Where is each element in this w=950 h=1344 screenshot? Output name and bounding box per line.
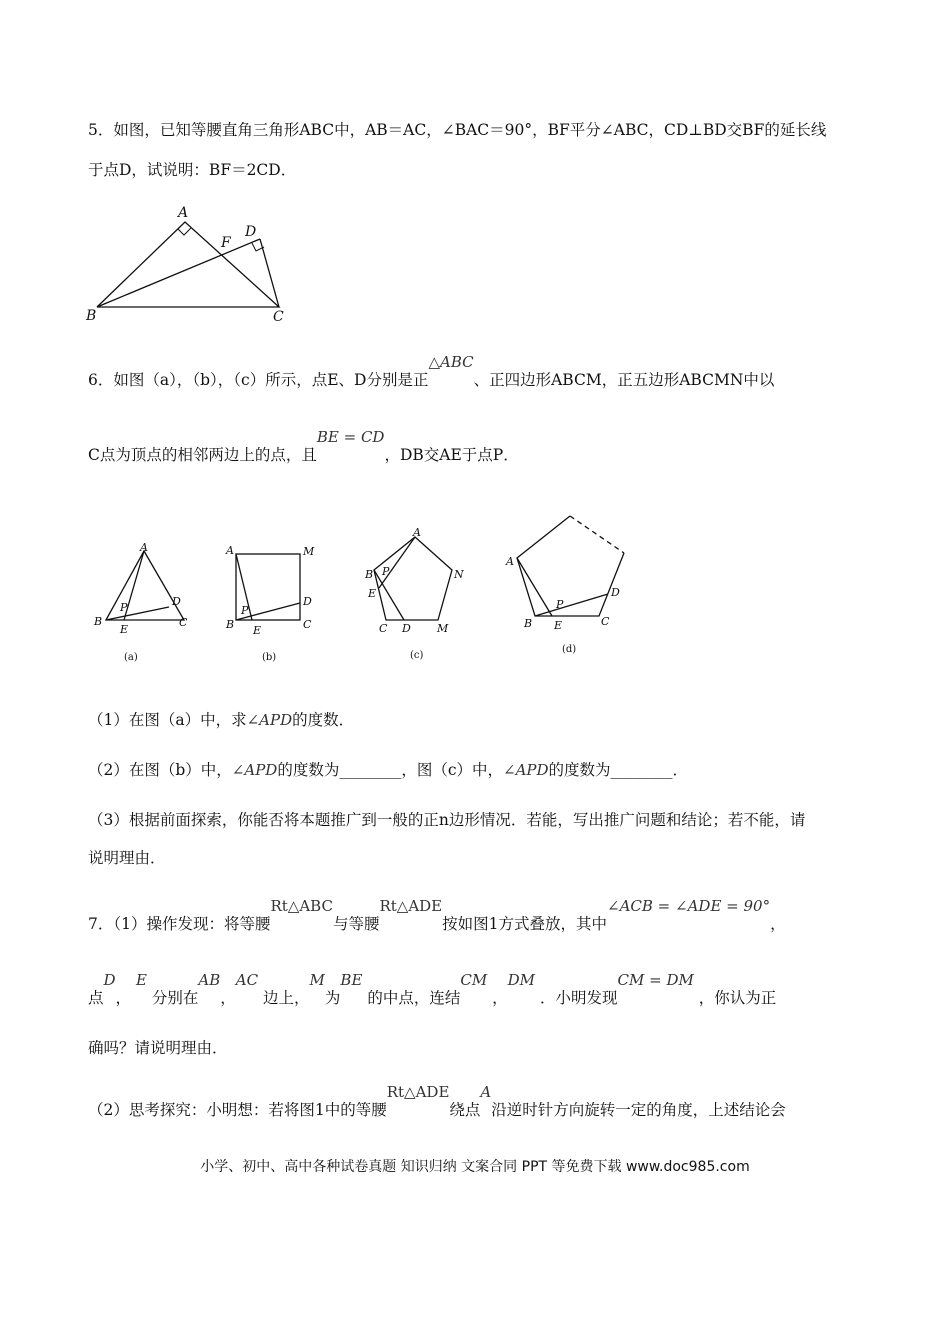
svg-text:D: D <box>172 595 181 608</box>
svg-text:N: N <box>454 568 464 581</box>
q6-caption-a: (a) <box>124 652 138 663</box>
svg-text:P: P <box>241 604 249 617</box>
q6-figure-d <box>500 505 640 665</box>
svg-text:M: M <box>437 622 449 635</box>
svg-text:M: M <box>303 545 315 558</box>
svg-text:B: B <box>524 617 533 630</box>
svg-text:A: A <box>226 544 234 557</box>
svg-text:C: C <box>379 622 388 635</box>
q6-caption-c: (c) <box>410 650 424 661</box>
q6-sub-1: （1）在图（a）中，求∠APD的度数． <box>88 711 355 729</box>
svg-text:E: E <box>120 623 129 636</box>
svg-text:A: A <box>413 526 421 539</box>
q7-line-4: （2）思考探究：小明想：若将图1中的等腰Rt△ADE绕点A沿逆时针方向旋转一定的角度，上述结论会 <box>88 1083 786 1119</box>
q6-sub-3-line-2: 说明理由． <box>88 849 166 867</box>
svg-text:C: C <box>601 615 610 628</box>
svg-text:B: B <box>365 568 374 581</box>
svg-text:B: B <box>94 615 103 628</box>
svg-text:D: D <box>402 622 411 635</box>
svg-text:B: B <box>226 618 235 631</box>
svg-text:D: D <box>611 586 620 599</box>
q5-label-D: D <box>245 224 257 240</box>
q5-triangle-figure <box>80 200 300 330</box>
svg-text:A: A <box>140 541 148 554</box>
q5-label-F: F <box>221 235 231 251</box>
q5-text-line-2: 于点D，试说明：BF＝2CD． <box>88 161 297 179</box>
q6-figure-b <box>222 540 332 665</box>
svg-text:P: P <box>382 565 390 578</box>
q6-text-line-2: C点为顶点的相邻两边上的点，且BE = CD，DB交AE于点P． <box>88 428 519 464</box>
svg-text:C: C <box>179 616 188 629</box>
q6-figure-c <box>360 525 480 665</box>
svg-text:P: P <box>120 601 128 614</box>
be-equals-cd-formula: BE = CD <box>316 428 385 446</box>
q6-caption-d: (d) <box>562 644 577 655</box>
q7-line-2: 点D， E 分别在AB，AC 边上，M为BE 的中点，连结CM ，DM ．小明发现CM = DM ，你认为正 <box>88 971 777 1007</box>
q6-sub-2: （2）在图（b）中，∠APD的度数为________，图（c）中，∠APD的度数为________． <box>88 761 689 779</box>
svg-text:E: E <box>368 587 377 600</box>
svg-text:E: E <box>253 624 262 637</box>
q5-text-line-1: 5．如图，已知等腰直角三角形ABC中，AB＝AC，∠BAC＝90°，BF平分∠ABC，CD⊥BD交BF的延长线 <box>88 121 827 139</box>
q5-label-A: A <box>178 205 189 221</box>
svg-text:P: P <box>556 598 564 611</box>
q6-figure-a <box>92 540 192 665</box>
q5-label-C: C <box>273 309 284 325</box>
q7-line-3: 确吗？请说明理由． <box>88 1039 228 1057</box>
q6-text-line-1: 6．如图（a），（b），（c）所示，点E、D分别是正△ABC、正四边形ABCM，正五边形ABCMN中以 <box>88 353 775 389</box>
q5-label-B: B <box>86 308 97 324</box>
q6-caption-b: (b) <box>262 652 277 663</box>
q7-line-1: 7．（1）操作发现：将等腰Rt△ABC与等腰Rt△ADE按如图1方式叠放，其中∠ACB = ∠ADE = 90°， <box>88 897 786 933</box>
q6-sub-3-line-1: （3）根据前面探索，你能否将本题推广到一般的正n边形情况．若能，写出推广问题和结论；若不能，请 <box>88 811 806 829</box>
svg-text:E: E <box>554 619 563 632</box>
triangle-abc-formula: △ABC <box>428 353 474 371</box>
svg-text:A: A <box>506 555 514 568</box>
svg-text:D: D <box>303 595 312 608</box>
page-footer: 小学、初中、高中各种试卷真题 知识归纳 文案合同 PPT 等免费下载 www.doc985.com <box>200 1159 750 1175</box>
svg-text:C: C <box>303 618 312 631</box>
